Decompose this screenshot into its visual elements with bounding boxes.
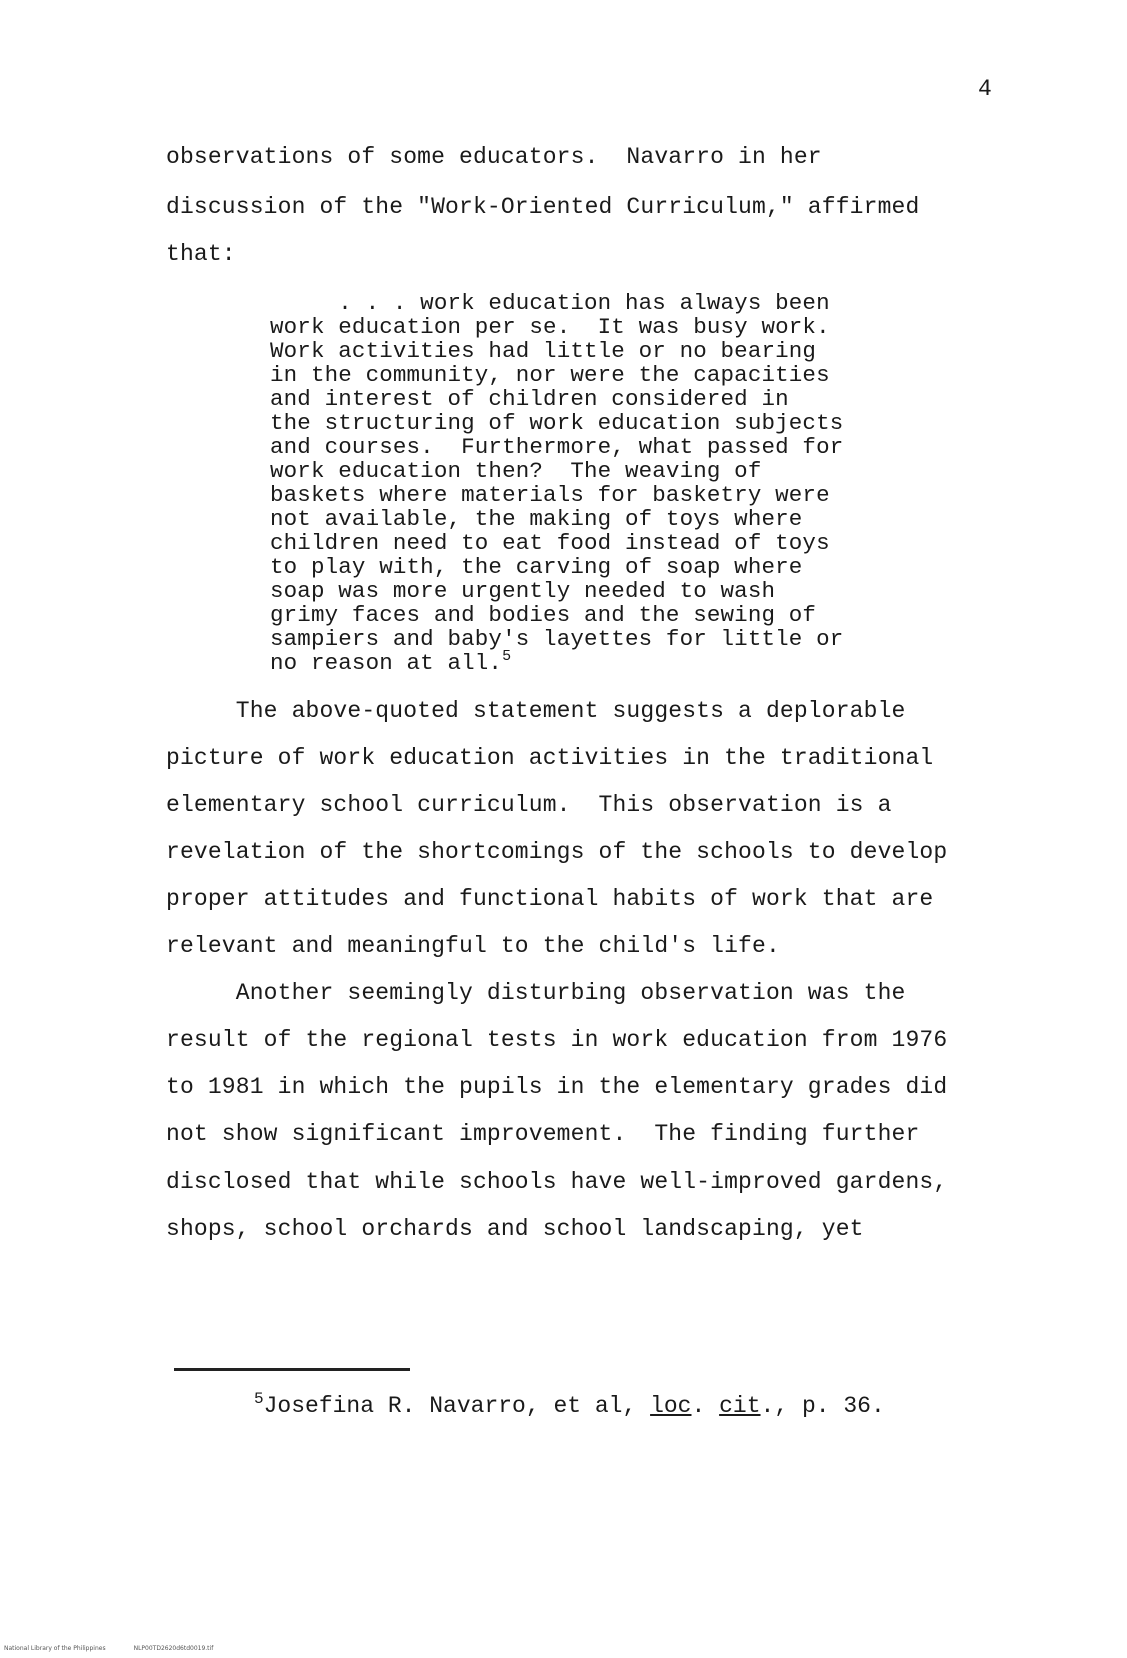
quote-line: children need to eat food instead of toys — [270, 530, 830, 556]
quote-line: soap was more urgently needed to wash — [270, 578, 776, 604]
text-line: to 1981 in which the pupils in the elementary grades did — [166, 1074, 948, 1100]
text-line: not show significant improvement. The finding further — [166, 1121, 920, 1147]
scan-footer — [4, 1645, 241, 1652]
footnote-cit: cit — [719, 1393, 761, 1419]
text-line: Another seemingly disturbing observation was the — [166, 980, 906, 1006]
footnote-author: Josefina R. Navarro, et al, — [263, 1393, 651, 1419]
footer-file-id: NLP00TD2620d6td0019.tif — [133, 1645, 214, 1652]
footer-library: National Library of the Philippines — [4, 1645, 106, 1652]
footnote-loc: loc — [650, 1393, 692, 1419]
text-line: revelation of the shortcomings of the schools to develop — [166, 839, 948, 865]
footnote-separator: . — [691, 1393, 720, 1419]
text-line: relevant and meaningful to the child's life. — [166, 933, 780, 959]
text-line: discussion of the "Work-Oriented Curriculum," affirmed — [166, 194, 920, 220]
text-line: proper attitudes and functional habits of work that are — [166, 886, 934, 912]
text-line: The above-quoted statement suggests a deplorable — [166, 698, 906, 724]
quote-line: and courses. Furthermore, what passed for — [270, 434, 844, 460]
text-line: shops, school orchards and school landscaping, yet — [166, 1216, 864, 1242]
text-line: elementary school curriculum. This observation is a — [166, 792, 892, 818]
quote-line: and interest of children considered in — [270, 386, 789, 412]
footnote — [254, 1392, 885, 1420]
quote-line: not available, the making of toys where — [270, 506, 803, 532]
text-line: disclosed that while schools have well-improved gardens, — [166, 1169, 948, 1195]
text-line: picture of work education activities in the traditional — [166, 745, 934, 771]
quote-line-text: no reason at all. — [270, 650, 503, 676]
quote-line-last — [270, 648, 512, 676]
quote-line: in the community, nor were the capacities — [270, 362, 830, 388]
text-line: result of the regional tests in work education from 1976 — [166, 1027, 948, 1053]
quote-line: sampiers and baby's layettes for little or — [270, 626, 844, 652]
page-number: 4 — [978, 76, 992, 102]
quote-line: . . . work education has always been — [270, 290, 830, 316]
quote-line: the structuring of work education subjects — [270, 410, 844, 436]
quote-line: to play with, the carving of soap where — [270, 554, 803, 580]
footnote-page: ., p. 36. — [760, 1393, 885, 1419]
quote-line: baskets where materials for basketry were — [270, 482, 830, 508]
text-line: observations of some educators. Navarro in her — [166, 144, 822, 170]
quote-line: work education then? The weaving of — [270, 458, 762, 484]
text-line: that: — [166, 241, 236, 267]
footnote-reference: 5 — [502, 648, 512, 665]
footnote-divider — [174, 1368, 410, 1371]
footnote-number: 5 — [254, 1390, 264, 1408]
quote-line: grimy faces and bodies and the sewing of — [270, 602, 817, 628]
quote-line: work education per se. It was busy work. — [270, 314, 830, 340]
quote-line: Work activities had little or no bearing — [270, 338, 817, 364]
